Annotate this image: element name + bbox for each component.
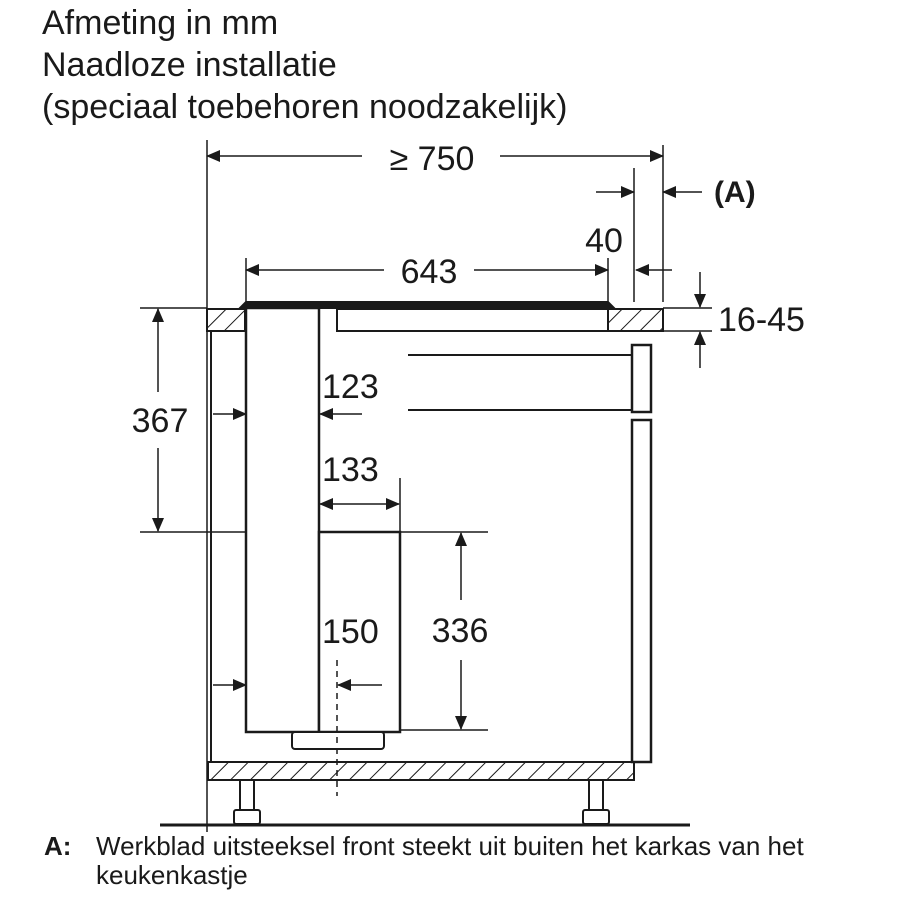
marker-a: (A)	[714, 176, 756, 209]
dim-hob-width: 643	[400, 253, 458, 291]
title-line-2: Naadloze installatie	[42, 46, 337, 84]
dim-fan-height: 336	[431, 612, 489, 650]
dim-overall-width: ≥ 750	[389, 140, 475, 178]
downdraft-duct	[246, 308, 319, 732]
cabinet-leg-right-foot	[583, 810, 609, 824]
cabinet-door	[632, 420, 651, 762]
title-line-1: Afmeting in mm	[42, 4, 279, 42]
worktop-left	[207, 309, 245, 331]
dim-duct-width: 133	[322, 451, 379, 489]
dim-outlet-offset: 150	[322, 613, 379, 651]
cabinet-leg-left-foot	[234, 810, 260, 824]
footnote-text: Werkblad uitsteeksel front steekt uit buiten het karkas van het keukenkastje	[96, 831, 804, 890]
worktop-right	[608, 309, 663, 331]
footnote-key: A:	[44, 831, 72, 861]
worktop-inner-slab	[337, 309, 608, 331]
title-line-3: (speciaal toebehoren noodzakelijk)	[42, 88, 568, 126]
dim-duct-offset: 123	[322, 368, 379, 406]
cabinet-leg-left	[240, 780, 254, 810]
dim-worktop-thickness: 16-45	[718, 301, 805, 339]
dim-overhang: 40	[585, 222, 623, 260]
cabinet-base	[208, 762, 634, 780]
drawer-front	[632, 345, 651, 412]
fan-outlet	[292, 732, 384, 749]
cabinet-leg-right	[589, 780, 603, 810]
dim-upper-height: 367	[131, 402, 189, 440]
